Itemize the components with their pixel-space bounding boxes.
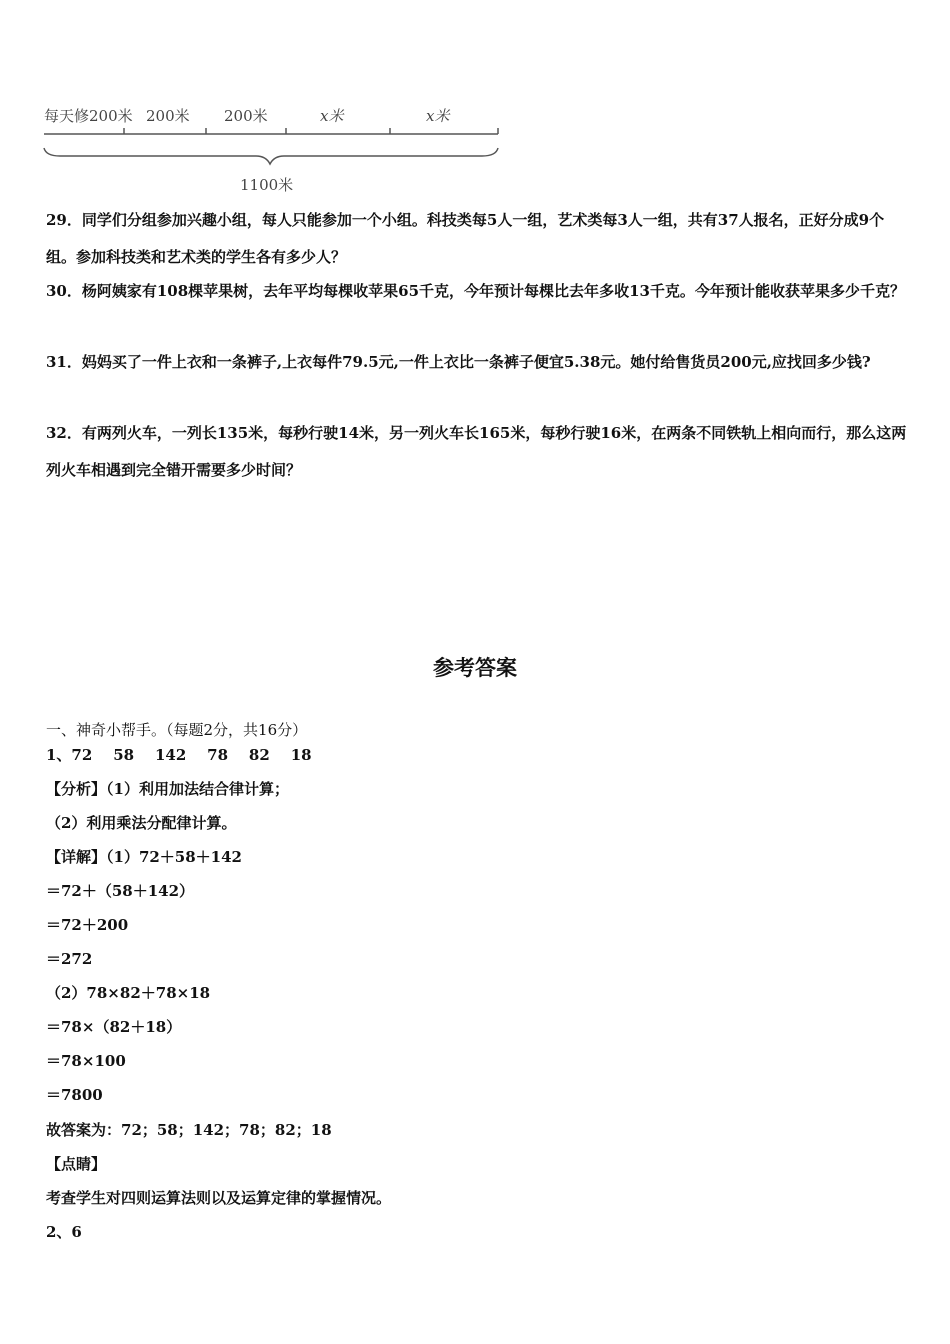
segment-label-1: 每天修200米 — [44, 107, 133, 125]
answer-step: ＝7800 — [46, 1086, 103, 1104]
answer-step: ＝78×（82＋18） — [46, 1018, 182, 1036]
road-repair-diagram — [40, 96, 510, 200]
answer-comment: 考查学生对四则运算法则以及运算定律的掌握情况。 — [46, 1189, 392, 1207]
answer-step: ＝72＋（58＋142） — [46, 882, 195, 900]
segment-diagram-svg — [40, 96, 510, 200]
answer-conclusion: 故答案为：72；58；142；78；82；18 — [46, 1121, 332, 1139]
answer-section-heading: 一、神奇小帮手。（每题2分，共16分） — [46, 721, 308, 739]
segment-ticks — [124, 128, 498, 134]
segment-label-3: 200米 — [224, 107, 268, 125]
segment-label-2: 200米 — [146, 107, 190, 125]
answer-step: ＝78×100 — [46, 1052, 126, 1070]
total-length-label: 1100米 — [240, 176, 294, 194]
question-31: 31．妈妈买了一件上衣和一条裤子,上衣每件79.5元,一件上衣比一条裤子便宜5.38元。她付给售货员200元,应找回多少钱? — [46, 353, 871, 371]
segment-label-4: x米 — [320, 107, 344, 125]
answer-analysis: 【分析】（1）利用加法结合律计算； — [46, 780, 289, 798]
question-32: 32．有两列火车，一列长135米，每秒行驶14米，另一列火车长165米，每秒行驶16米，在两条不同铁轨上相向而行，那么这两列火车相遇到完全错开需要多少时间？ — [46, 424, 907, 479]
answer-detail: 【详解】（1）72＋58＋142 — [46, 848, 242, 866]
answer-1-values: 1、72 58 142 78 82 18 — [46, 746, 312, 764]
total-brace — [44, 148, 498, 164]
question-29: 29．同学们分组参加兴趣小组，每人只能参加一个小组。科技类每5人一组，艺术类每3人一组，共有37人报名，正好分成9个组。参加科技类和艺术类的学生各有多少人？ — [46, 211, 885, 266]
answer-step: （2）78×82＋78×18 — [46, 984, 211, 1002]
question-30: 30．杨阿姨家有108棵苹果树，去年平均每棵收苹果65千克，今年预计每棵比去年多收13千克。今年预计能收获苹果多少千克？ — [46, 282, 905, 300]
answer-comment-heading: 【点睛】 — [46, 1155, 107, 1173]
answer-2-value: 2、6 — [46, 1223, 82, 1241]
answer-analysis-2: （2）利用乘法分配律计算。 — [46, 814, 237, 832]
answer-step: ＝72＋200 — [46, 916, 129, 934]
answers-title: 参考答案 — [433, 656, 517, 680]
answer-step: ＝272 — [46, 950, 93, 968]
segment-label-5: x米 — [426, 107, 450, 125]
